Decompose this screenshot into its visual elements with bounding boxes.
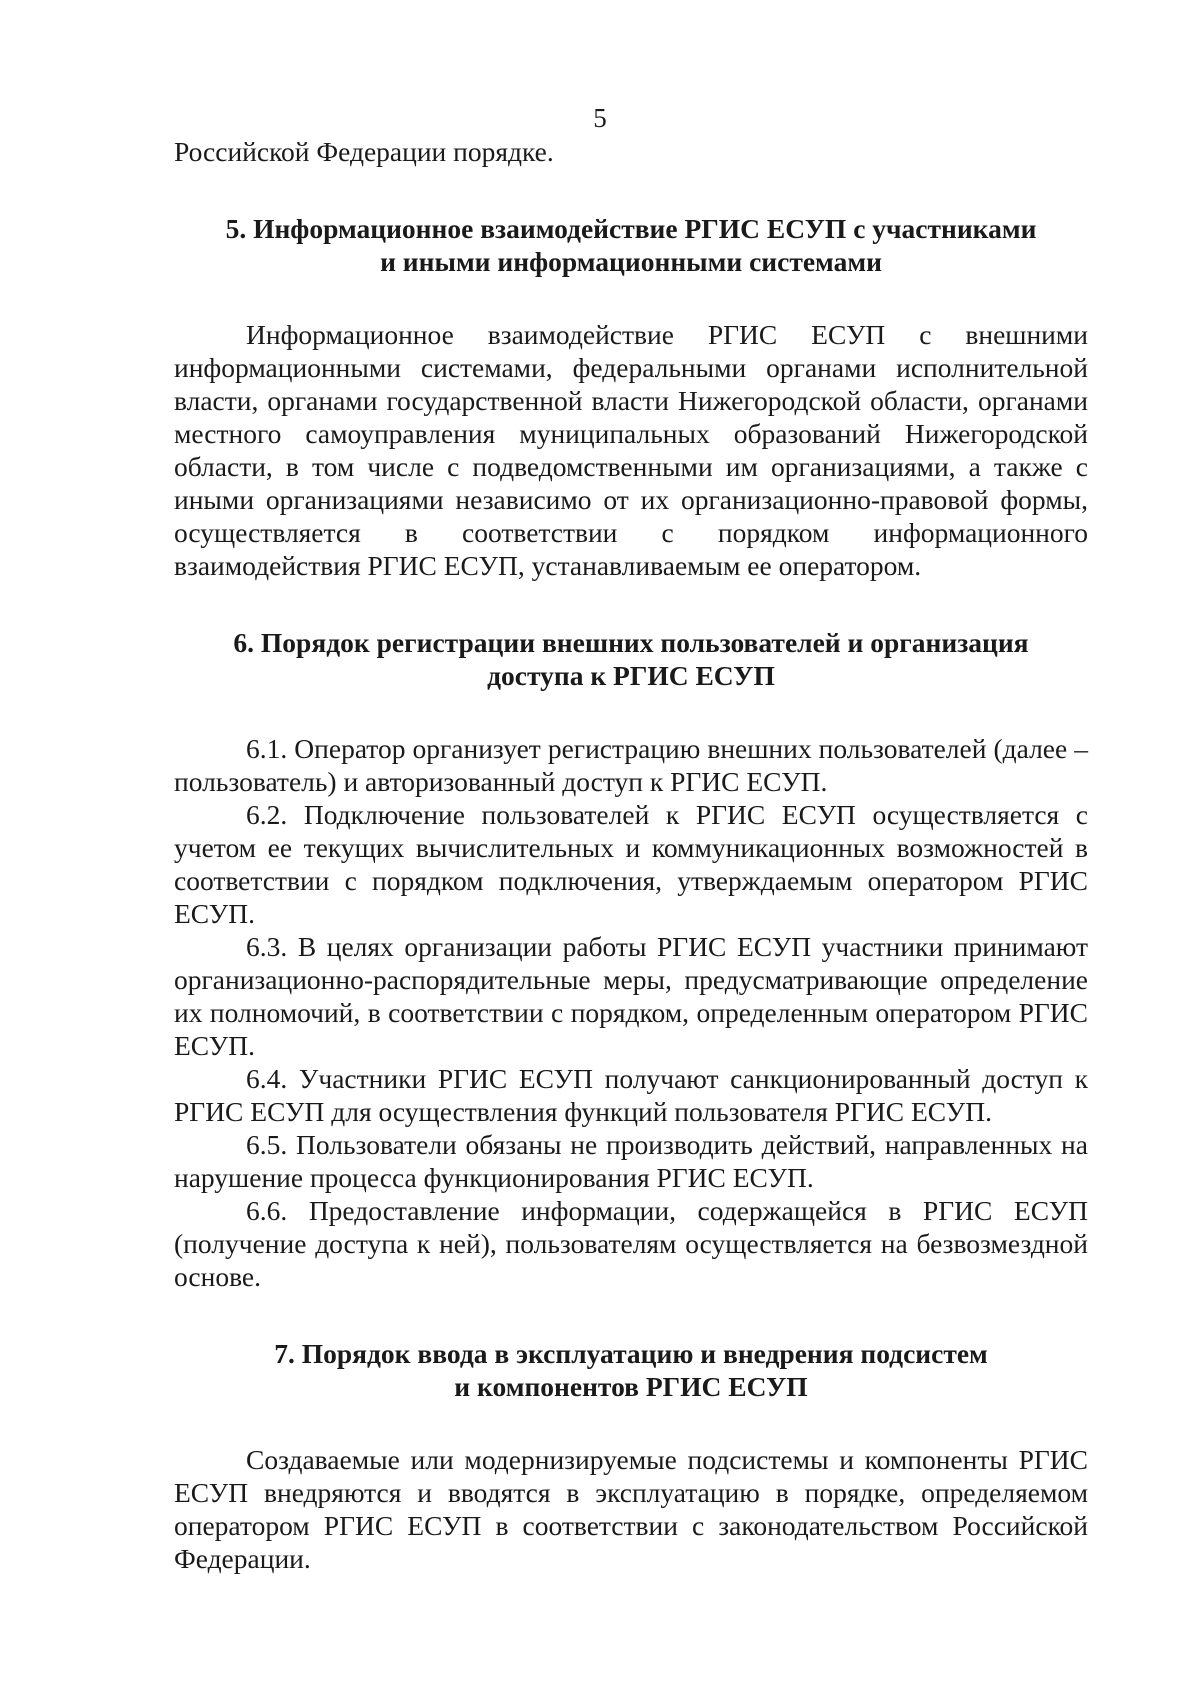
page-number: 5 bbox=[593, 103, 607, 133]
section-6-item-6-1: 6.1. Оператор организует регистрацию внешних пользователей (далее – пользователь) и авторизованный доступ к РГИС ЕСУП. bbox=[174, 733, 1088, 797]
intro-text: Российской Федерации порядке. bbox=[174, 136, 554, 167]
section-7-heading bbox=[174, 1337, 1088, 1403]
section-5-paragraph: Информационное взаимодействие РГИС ЕСУП с внешними информационными системами, федеральными органами исполнительной власти, органами государственной власти Нижегородской области, органами местного самоуправления муниципальных образований Нижегородской области, в том числе с подведомственными им организациями, а также с иными организациями независимо от их организационно-правовой формы, осуществляется в соответствии с порядком информационного взаимодействия РГИС ЕСУП, устанавливаемым ее оператором. bbox=[174, 319, 1088, 581]
section-7-heading-line-2: и компонентов РГИС ЕСУП bbox=[454, 1371, 808, 1402]
section-5-heading-line-2: и иными информационными системами bbox=[380, 246, 882, 277]
section-6-item-6-5: 6.5. Пользователи обязаны не производить действий, направленных на нарушение процесса функционирования РГИС ЕСУП. bbox=[174, 1129, 1088, 1193]
section-6-item-6-3: 6.3. В целях организации работы РГИС ЕСУП участники принимают организационно-распорядительные меры, предусматривающие определение их полномочий, в соответствии с порядком, определенным оператором РГИС ЕСУП. bbox=[174, 931, 1088, 1061]
section-7-heading-line-1: 7. Порядок ввода в эксплуатацию и внедрения подсистем bbox=[274, 1338, 988, 1369]
section-5-heading bbox=[174, 212, 1088, 278]
section-6-heading-line-1: 6. Порядок регистрации внешних пользователей и организация bbox=[233, 627, 1029, 658]
document-body bbox=[174, 135, 1088, 1575]
section-6-heading-line-2: доступа к РГИС ЕСУП bbox=[487, 660, 775, 691]
section-6-item-6-4: 6.4. Участники РГИС ЕСУП получают санкционированный доступ к РГИС ЕСУП для осуществления функций пользователя РГИС ЕСУП. bbox=[174, 1063, 1088, 1127]
section-7-paragraph: Создаваемые или модернизируемые подсистемы и компоненты РГИС ЕСУП внедряются и вводятся в эксплуатацию в порядке, определяемом оператором РГИС ЕСУП в соответствии с законодательством Российской Федерации. bbox=[174, 1444, 1088, 1574]
section-6-heading bbox=[174, 626, 1088, 692]
section-6-item-6-6: 6.6. Предоставление информации, содержащейся в РГИС ЕСУП (получение доступа к ней), пользователям осуществляется на безвозмездной основе. bbox=[174, 1195, 1088, 1292]
section-5-heading-line-1: 5. Информационное взаимодействие РГИС ЕСУП с участниками bbox=[225, 213, 1037, 244]
section-6-item-6-2: 6.2. Подключение пользователей к РГИС ЕСУП осуществляется с учетом ее текущих вычислительных и коммуникационных возможностей в соответствии с порядком подключения, утверждаемым оператором РГИС ЕСУП. bbox=[174, 799, 1088, 929]
section-6-items bbox=[174, 732, 1088, 1293]
